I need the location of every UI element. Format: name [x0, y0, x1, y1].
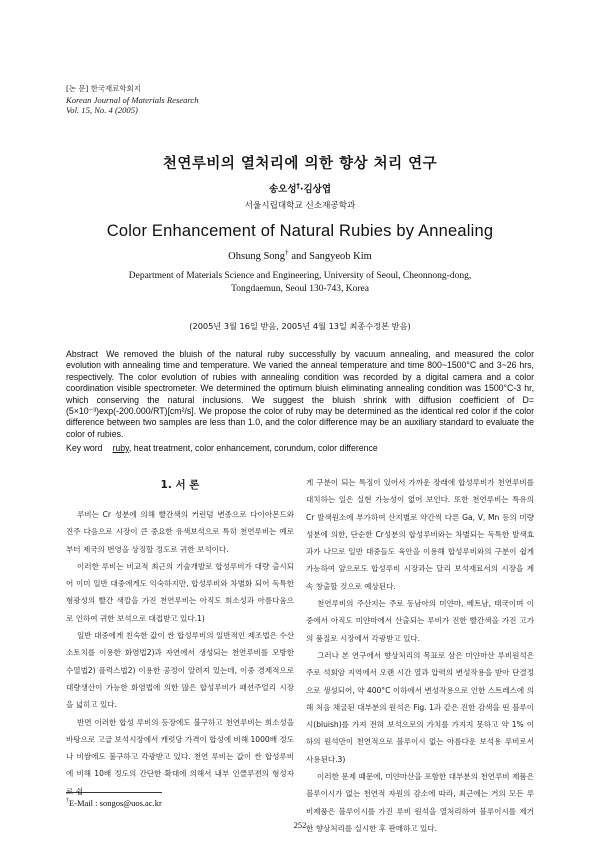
- body-paragraph: 이러한 문제 때문에, 미얀마산을 포함한 대부분의 천연루비 제품은 블루이시가 없는 천연적 자원의 감소에 따라, 최근에는 거의 모든 루비제품은 블루이시를 가진 루비 원석을 열처리하여 블루이시를 제거한 향상처리를 실시한 후 판매하고 있다.: [306, 772, 534, 833]
- english-title: Color Enhancement of Natural Rubies by Annealing: [106, 222, 494, 240]
- page-number: 252: [293, 820, 307, 830]
- keywords: [66, 443, 534, 453]
- korean-affiliation: 서울시립대학교 신소재공학과: [244, 201, 356, 211]
- abstract-label: Abstract: [66, 349, 99, 359]
- english-author-1: Ohsung Song: [228, 251, 286, 262]
- affiliation-line-2: Tongdaemun, Seoul 130-743, Korea: [231, 284, 369, 294]
- corresponding-mark: †: [296, 181, 300, 190]
- body-paragraph: 게 구분이 되는 특징이 있어서 가까운 장래에 합성루비가 천연루비를 대치하는 일은 실현 가능성이 없어 보인다. 또한 천연루비는 특유의 Cr 발색원소에 부가하여 산지별로 약간씩 다른 Ga, V, Mn 등의 미량 성분에 의한, 단순한 Cr성분의 합성루비와는 차별되는 독특한 발색효과가 나므로 일반 대중들도 육안을 이용해 합성루비와의 구분이 쉽게 가능하여 앞으로도 합성루비 시장과는 달리 보석재료서의 시장을 계속 창출할 것으로 예상된다.: [306, 478, 534, 591]
- right-column: [306, 474, 534, 837]
- body-paragraph: 천연루비의 주산지는 주로 동남아의 미얀마, 베트남, 태국이며 이 중에서 아직도 미얀마에서 산출되는 루비가 진한 빨간색을 가진 고가의 품질로 시장에서 각광받고 있다.: [306, 599, 534, 643]
- body-paragraph: 이러한 루비는 비교적 최근의 기술개발로 합성루비가 대량 출시되어 이미 일반 대중에게도 익숙하지만, 합성루비와 차별화 되어 독특한 형광성의 빨간 색깔을 가진 천연루비는 아직도 희소성과 아름다움으로 인하여 귀한 보석으로 대접받고 있다.1): [66, 561, 294, 623]
- body-paragraph: 반면 이러한 합성 루비의 등장에도 불구하고 천연루비는 희소성을 바탕으로 고급 보석시장에서 캐럿당 가격이 합성에 비해 1000배 정도나 비쌈에도 불구하고 각광받고 있다. 천연 루비는 값이 싼 합성루비에 비해 10배 정도의 간단한 확대에 의해서 내부 인클루젼의 형성자로 쉽: [66, 717, 294, 796]
- corresponding-mark: †: [285, 247, 289, 257]
- keyword-list: , heat treatment, color enhancement, corundum, color difference: [128, 443, 378, 453]
- left-column: [66, 474, 294, 800]
- korean-author-2: ·김상엽: [299, 184, 331, 195]
- affiliation-line-1: Department of Materials Science and Engineering, University of Seoul, Cheonnong-dong,: [128, 271, 472, 281]
- korean-title: 천연루비의 열처리에 의한 향상 처리 연구: [162, 156, 438, 172]
- journal-name: Korean Journal of Materials Research: [66, 94, 199, 105]
- footnote-email: E-Mail : songos@uos.ac.kr: [68, 798, 162, 808]
- abstract-text: We removed the bluish of the natural ruby successfully by vacuum annealing, and measured the color evolution with annealing time and temperature. We varied the anneal temperature and time 800~1500°C and 3~26 hrs, respectively. The color evolution of rubies with annealing condition was recorded by a digital camera and a color coordination visible spectrometer. We determined the optimum bluish eliminating annealing condition was 1500°C-3 hr, which conserving the natural inclusions. We suggest the bluish shrink with diffusion coefficient of D=(5×10⁻³)exp(-200.000/RT)[cm²/s]. We propose the color of ruby may be determined as the identical red color if the color difference between two samples are less than 1.0, and the color difference may be an auxiliary standard to evaluate the color of rubies.: [66, 349, 534, 439]
- received-dates: (2005년 3월 16일 받음, 2005년 4월 13일 최종수정본 받음): [189, 321, 411, 331]
- footnote: [66, 798, 162, 808]
- body-paragraph: 그러나 본 연구에서 향상처리의 목표로 삼은 미얀마산 루비원석은 주로 석회암 지역에서 오랜 시간 열과 압력의 변성작용을 받아 단결정으로 생성되어, 약 400°C 이하에서 변성작용으로 인한 스트레스에 의해 처음 채굴된 대부분의 원석은 Fig. 1과 같은 진한 감색을 띤 블루이시(bluish)를 가져 전혀 보석으로의 가치를 가지지 못하고 약 1% 이하의 원석만이 천연적으로 블루이시 없는 아름다운 보석용 루비로서 사용된다.3): [306, 650, 534, 764]
- footnote-mark: †: [66, 798, 69, 805]
- abstract: [66, 349, 534, 440]
- english-authors: [0, 247, 600, 262]
- journal-category: [논 문] 한국재료학회지: [66, 84, 141, 93]
- korean-author-1: 송오성: [269, 184, 297, 195]
- journal-header: [66, 84, 199, 116]
- journal-volume: Vol. 15, No. 4 (2005): [66, 105, 138, 115]
- english-author-2: and Sangyeob Kim: [288, 251, 372, 262]
- keyword-label: Key word: [66, 443, 103, 453]
- footnote-divider: [66, 792, 162, 793]
- section-heading: 1. 서 론: [160, 479, 200, 491]
- english-affiliation: [60, 270, 540, 296]
- body-paragraph: 일반 대중에게 친숙한 값이 싼 합성루비의 일반적인 제조법은 수산소토치를 이용한 화염법2)과 자연에서 생성되는 천연루비를 모방한 수열법2) 플럭스법2) 이용한 공정이 알려져 있는데, 이중 경제적으로 대량생산이 가능한 화염법에 의한 많은 합성루비가 패션주얼리 시장을 넓히고 있다.: [66, 631, 294, 710]
- body-paragraph: 루비는 Cr 성분에 의해 빨간색의 커런덤 변종으로 다이아몬드와 진주 다음으로 시장이 큰 중요한 유색보석으로 특히 천연루비는 예로부터 제국의 번영을 상징할 정도로 귀한 보석이다.: [66, 510, 294, 554]
- keyword-ruby: ruby: [112, 443, 129, 453]
- korean-authors: [0, 181, 600, 195]
